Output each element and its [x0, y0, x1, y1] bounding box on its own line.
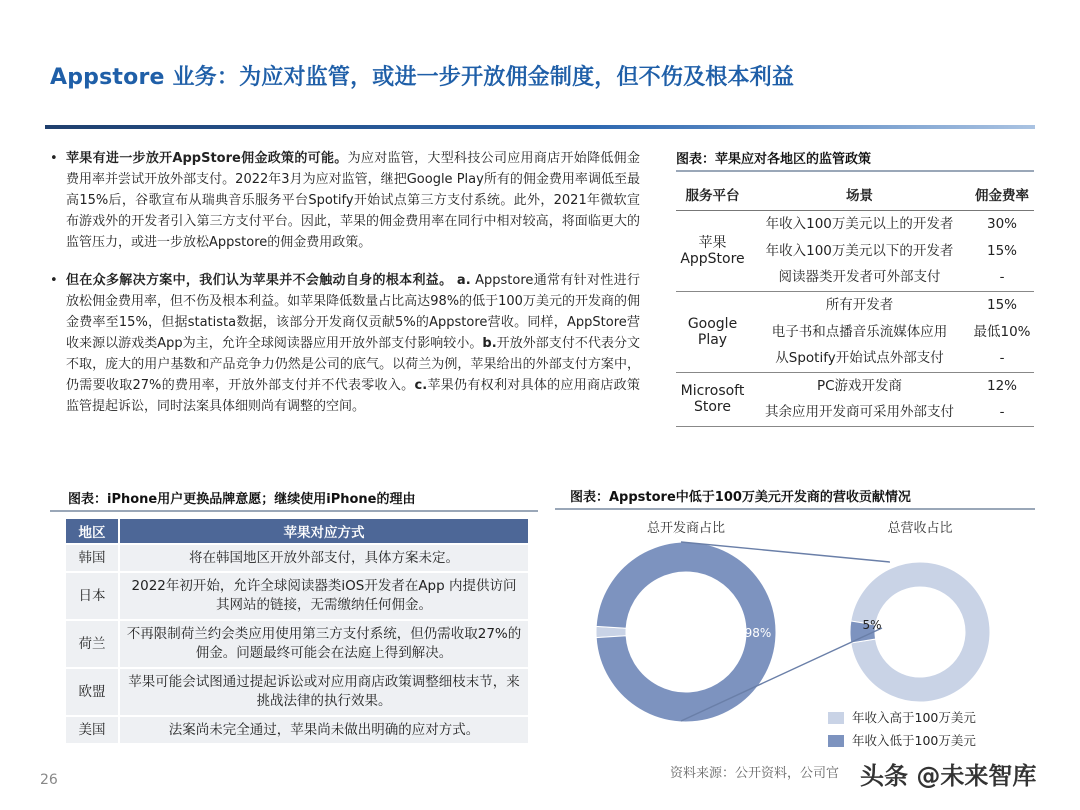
bullet-lead: 但在众多解决方案中，我们认为苹果并不会触动自身的根本利益。	[66, 273, 453, 288]
platform-line: Google	[687, 315, 738, 332]
platform-line: Store	[693, 399, 731, 415]
bullet-dot-icon: •	[50, 273, 58, 288]
rate-cell: 30%	[986, 215, 1017, 232]
table-row	[66, 621, 528, 669]
bullet-lead: 苹果有进一步放开AppStore佣金政策的可能。	[66, 151, 348, 166]
rate-cell: 12%	[986, 377, 1017, 394]
bullet-body-c: 苹果仍有权利对具体的应用商店政策监管提起诉讼，同时法案具体细则尚有调整的空间。	[66, 378, 640, 414]
legend-label-low: 年收入低于100万美元	[852, 733, 976, 748]
region-cell: 韩国	[66, 545, 120, 573]
iphone-table	[66, 519, 528, 745]
bullet-body-b: 开放外部支付不代表分文不取，庞大的用户基数和产品竞争力仍然是公司的底气。以荷兰为例，苹果给出的外部支付方案中，仍需要收取27%的费用率，开放外部支付并不代表零收入。	[66, 336, 640, 393]
approach-cell: 不再限制荷兰约会类应用使用第三方支付系统，但仍需收取27%的佣金。问题最终可能会在法庭上得到解决。	[120, 621, 528, 669]
rate-cell: 最低10%	[973, 323, 1031, 340]
page-title: Appstore 业务：为应对监管，或进一步开放佣金制度，但不伤及根本利益	[50, 65, 795, 90]
policy-header-platform: 服务平台	[676, 178, 749, 210]
scene-cell: 年收入100万美元以上的开发者	[765, 215, 954, 232]
bullet-body: 为应对监管，大型科技公司应用商店开始降低佣金费用率并尝试开放外部支付。2022年3月为应对监管，继把Google Play所有的佣金费用率调低至最高15%后，谷歌宣布从瑞典音乐服务平台Spotify开始试点第三方支付系统。此外，2021年微软宣布游戏外的开发者引入第三方支付平台。因此，苹果的佣金费用率在同行中相对较高，将面临更大的监管压力，或进一步放松Appstore的佣金费用政策。	[66, 151, 640, 250]
platform-line: 苹果	[698, 234, 727, 251]
source-note: 资料来源：公开资料，公司官	[670, 766, 840, 781]
rate-cell: 15%	[986, 242, 1017, 259]
policy-table	[676, 178, 1034, 427]
bullet-marker-b: b.	[482, 336, 497, 351]
approach-cell: 将在韩国地区开放外部支付，具体方案未定。	[120, 545, 528, 573]
scene-cell: 从Spotify开始试点外部支付	[749, 345, 970, 372]
rate-cell: -	[970, 345, 1034, 372]
scene-cell: 其余应用开发商可采用外部支付	[749, 399, 970, 426]
platform-cell	[676, 291, 749, 372]
chart2-title: 总营收占比	[887, 521, 953, 536]
region-cell: 日本	[66, 573, 120, 621]
bullet-marker-c: c.	[414, 378, 428, 393]
chart1-title: 总开发商占比	[646, 521, 726, 536]
donut-chart	[560, 500, 1080, 770]
bullet-dot-icon: •	[50, 151, 58, 166]
iphone-caption-rule	[50, 510, 538, 512]
scene-cell: 阅读器类开发者可外部支付	[749, 264, 970, 291]
connector-line-bottom	[681, 628, 882, 721]
chart-caption: 图表：Appstore中低于100万美元开发商的营收贡献情况	[570, 490, 911, 505]
iphone-table-caption: 图表：iPhone用户更换品牌意愿；继续使用iPhone的理由	[68, 492, 416, 507]
platform-line: Microsoft	[680, 383, 745, 399]
approach-cell: 苹果可能会试图通过提起诉讼或对应用商店政策调整细枝末节，来挑战法律的执行效果。	[120, 669, 528, 717]
scene-cell: 电子书和点播音乐流媒体应用	[771, 323, 948, 340]
policy-caption-rule	[676, 170, 1034, 172]
page-number: 26	[40, 772, 58, 788]
policy-table-caption: 图表：苹果应对各地区的监管政策	[676, 152, 872, 167]
region-cell: 欧盟	[66, 669, 120, 717]
legend-swatch-low	[828, 735, 844, 747]
approach-cell: 法案尚未完全通过，苹果尚未做出明确的应对方式。	[120, 717, 528, 745]
bullet-item	[50, 148, 640, 253]
scene-cell: PC游戏开发商	[816, 377, 903, 394]
iphone-header-region: 地区	[66, 519, 120, 545]
region-cell: 荷兰	[66, 621, 120, 669]
watermark-text: 头条 @未来智库	[860, 762, 1037, 790]
legend-label-high: 年收入高于100万美元	[852, 710, 976, 725]
rate-cell: -	[970, 264, 1034, 291]
table-row	[66, 573, 528, 621]
title-divider	[45, 125, 1035, 129]
table-row	[66, 717, 528, 745]
bullet-marker-a: a.	[456, 273, 471, 288]
scene-cell: 所有开发者	[825, 296, 894, 313]
chart2-donut	[850, 562, 990, 702]
table-row	[66, 545, 528, 573]
chart2-data-label: 5%	[862, 618, 882, 632]
rate-cell: 15%	[986, 296, 1017, 313]
scene-cell: 年收入100万美元以下的开发者	[765, 242, 954, 259]
platform-line: Play	[697, 331, 728, 348]
iphone-header-approach: 苹果对应方式	[120, 519, 528, 545]
table-row	[676, 210, 1034, 237]
bullet-item	[50, 270, 640, 417]
platform-cell	[676, 210, 749, 291]
approach-cell: 2022年初开始，允许全球阅读器类iOS开发者在App 内提供访问其网站的链接，无需缴纳任何佣金。	[120, 573, 528, 621]
bullet-list	[50, 148, 640, 434]
legend-swatch-high	[828, 712, 844, 724]
table-row	[676, 291, 1034, 318]
bullet-body-a: Appstore通常有针对性进行放松佣金费用率，但不伤及根本利益。如苹果降低数量占比高达98%的低于100万美元的开发商的佣金费率至15%，但据statista数据，该部分开发商仅贡献5%的Appstore营收。同样，AppStore营收来源以游戏类App为主，允许全球阅读器应用开放外部支付影响较小。	[66, 273, 640, 351]
table-row	[66, 669, 528, 717]
region-cell: 美国	[66, 717, 120, 745]
rate-cell: -	[970, 399, 1034, 426]
policy-header-scene: 场景	[749, 178, 970, 210]
policy-header-rate: 佣金费率	[970, 178, 1034, 210]
platform-line: AppStore	[680, 250, 745, 267]
chart1-data-label: 98%	[744, 626, 772, 640]
table-row	[676, 372, 1034, 399]
platform-cell	[676, 372, 749, 426]
